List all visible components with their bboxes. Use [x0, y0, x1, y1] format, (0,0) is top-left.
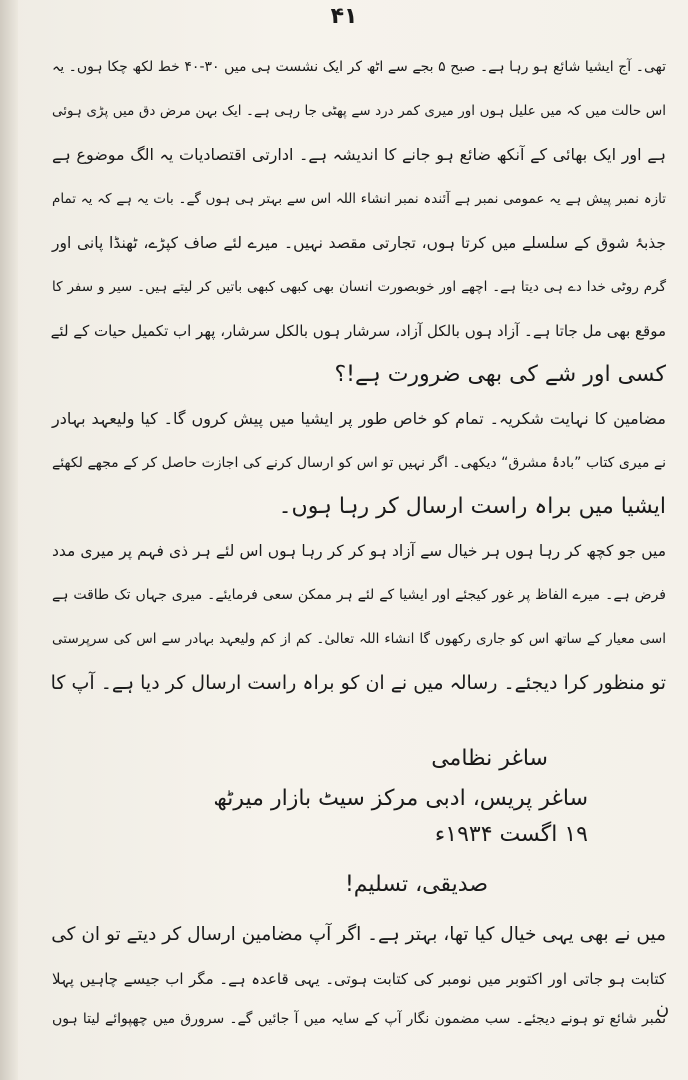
text-line: کتابت ہو جاتی اور اکتوبر میں نومبر کی کتابت ہوتی۔ یہی قاعدہ ہے۔ مگر اب جیسے چاہیں پہلا [52, 970, 666, 988]
text-line: اس حالت میں کہ میں علیل ہوں اور میری کمر درد سے پھٹی جا رہی ہے۔ ایک بہن مرض دق میں پڑی ہوئی [52, 103, 666, 119]
text-line: ایشیا میں براہ راست ارسال کر رہا ہوں۔ [278, 494, 666, 519]
text-line: موقع بھی مل جاتا ہے۔ آزاد ہوں بالکل آزاد، سرشار ہوں بالکل سرشار، پھر اب تکمیل حیات کے لئے [50, 322, 666, 340]
text-line: مضامین کا نہایت شکریہ۔ تمام کو خاص طور پر ایشیا میں پیش کروں گا۔ کیا ولیعہد بہادر [52, 409, 666, 428]
text-line: تھی۔ آج ایشیا شائع ہو رہا ہے۔ صبح ۵ بجے سے اٹھ کر ایک نشست ہی میں ۳۰-۴۰ خط لکھ چکا ہوں۔ یہ [52, 59, 666, 75]
sender-address: ساغر پریس، ادبی مرکز سیٹ بازار میرٹھ [213, 786, 588, 811]
page-number: ۴۱ [330, 4, 358, 29]
salutation: صدیقی، تسلیم! [344, 872, 488, 897]
signature: ساغر نظامی [431, 746, 548, 771]
text-line: نمبر شائع تو ہونے دیجئے۔ سب مضمون نگار آپ کے سایہ میں آ جائیں گے۔ سرورق میں چھپوائے لیتا ہوں [52, 1011, 666, 1027]
text-line: کسی اور شے کی بھی ضرورت ہے!؟ [334, 362, 666, 387]
text-line: نے میری کتاب ”بادۂ مشرق“ دیکھی۔ اگر نہیں تو اس کو ارسال کرنے کی اجازت حاصل کر کے مجھے لکھئے [52, 455, 666, 471]
text-line: میں جو کچھ کر رہا ہوں ہر خیال سے آزاد ہو کر کر رہا ہوں اس لئے ہر ذی فہم پر میری مدد [52, 542, 666, 560]
text-line: میں نے بھی یہی خیال کیا تھا، بہتر ہے۔ اگر آپ مضامین ارسال کر دیتے تو ان کی [51, 924, 666, 945]
text-line: تو منظور کرا دیجئے۔ رسالہ میں نے ان کو براہ راست ارسال کر دیا ہے۔ آپ کا [50, 672, 666, 694]
text-line: جذبۂ شوق کے سلسلے میں کرتا ہوں، تجارتی مقصد نہیں۔ میرے لئے صاف کپڑے، ٹھنڈا پانی اور [52, 234, 666, 252]
text-line: فرض ہے۔ میرے الفاظ پر غور کیجئے اور ایشیا کے لئے ہر ممکن سعی فرمایئے۔ میری جہاں تک طاقت ہے [52, 587, 666, 603]
book-spine-shadow [0, 0, 18, 1080]
text-line: تازہ نمبر پیش ہے یہ عمومی نمبر ہے آئندہ نمبر انشاء اللہ اس سے بہتر ہی ہوں گے۔ بات یہ ہے کہ یہ تمام [52, 191, 666, 207]
text-line: اسی معیار کے ساتھ اس کو جاری رکھوں گا انشاء اللہ تعالیٰ۔ کم از کم ولیعہد بہادر سے اس کی سرپرستی [52, 631, 666, 647]
text-line: گرم روٹی خدا دے ہی دیتا ہے۔ اچھے اور خوبصورت انسان بھی کبھی کبھی باتیں کر لیتے ہیں۔ سیر و سفر کا [52, 279, 666, 295]
letter-date: ۱۹ اگست ۱۹۳۴ء [434, 822, 588, 847]
text-line: ہے اور ایک بھائی کے آنکھ ضائع ہو جانے کا اندیشہ ہے۔ ادارتی اقتصادیات یہ الگ موضوع ہے [52, 145, 666, 164]
footnote-mark: ن [656, 998, 670, 1019]
